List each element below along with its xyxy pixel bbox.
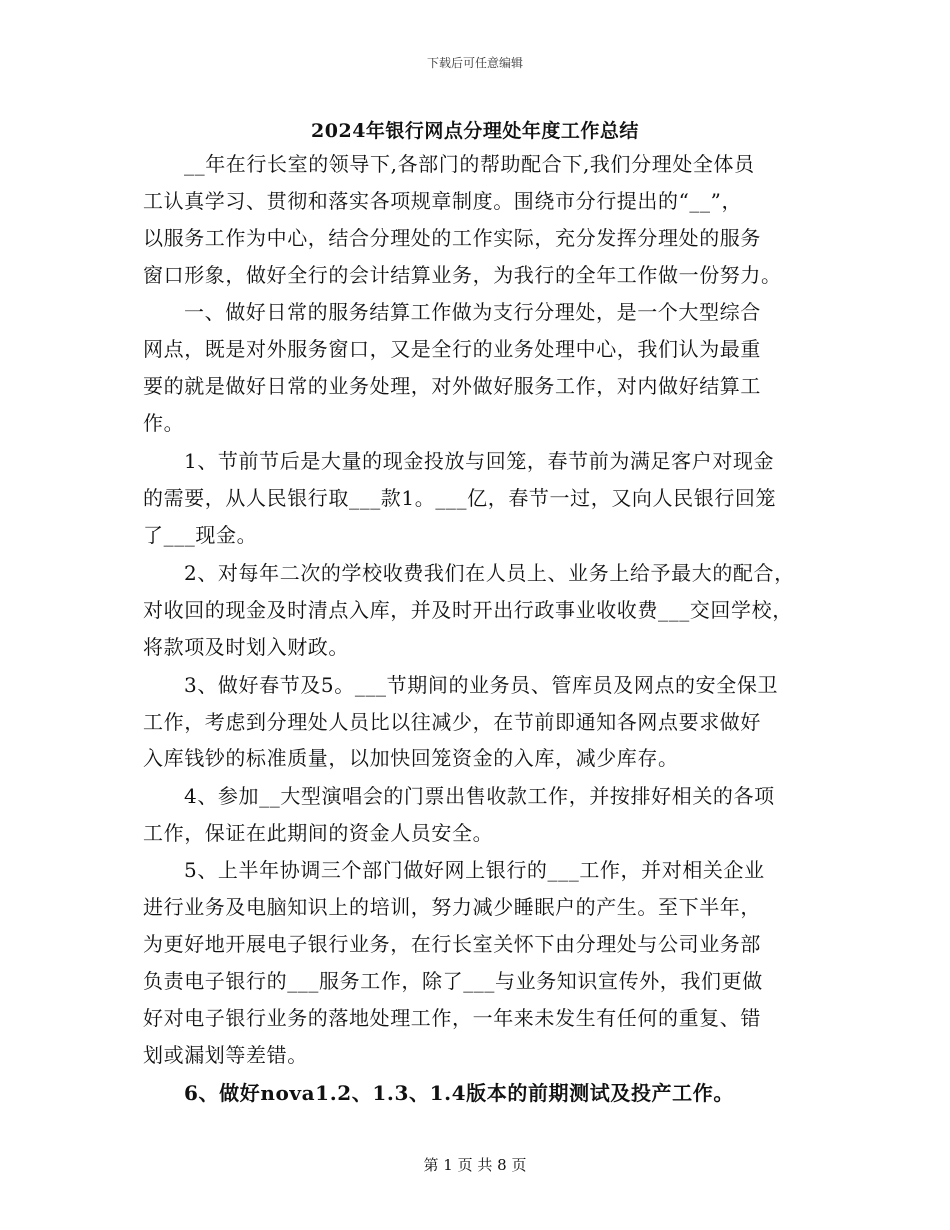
- section-heading: 6、做好nova1.2、1.3、1.4版本的前期测试及投产工作。: [184, 1081, 734, 1105]
- body-line: 窗口形象，做好全行的会计结算业务，为我行的全年工作做一份努力。: [143, 263, 782, 287]
- body-line: __年在行长室的领导下,各部门的帮助配合下,我们分理处全体员: [184, 152, 755, 176]
- body-line: 将款项及时划入财政。: [143, 635, 349, 659]
- body-line: 工作，保证在此期间的资金人员安全。: [143, 821, 494, 845]
- body-line: 2、对每年二次的学校收费我们在人员上、业务上给予最大的配合，: [184, 561, 795, 585]
- document-title: 2024年银行网点分理处年度工作总结: [311, 120, 639, 142]
- body-line: 网点，既是对外服务窗口，又是全行的业务处理中心，我们认为最重: [143, 337, 761, 361]
- body-line: 要的就是做好日常的业务处理，对外做好服务工作，对内做好结算工: [143, 374, 761, 398]
- header-note: 下载后可任意编辑: [426, 56, 523, 70]
- body-line: 负责电子银行的___服务工作，除了___与业务知识宣传外，我们更做: [143, 969, 763, 993]
- body-line: 一、做好日常的服务结算工作做为支行分理处，是一个大型综合: [184, 300, 761, 324]
- body-line: 工认真学习、贯彻和落实各项规章制度。围绕市分行提出的“__”，: [143, 189, 743, 213]
- page-footer: 第 1 页 共 8 页: [423, 1156, 527, 1174]
- body-line: 对收回的现金及时清点入库，并及时开出行政事业收收费___交回学校，: [143, 598, 793, 622]
- body-line: 为更好地开展电子银行业务，在行长室关怀下由分理处与公司业务部: [143, 932, 761, 956]
- body-line: 工作，考虑到分理处人员比以往减少，在节前即通知各网点要求做好: [143, 710, 761, 734]
- body-line: 1、节前节后是大量的现金投放与回笼，春节前为满足客户对现金: [184, 449, 775, 473]
- body-line: 作。: [143, 411, 185, 435]
- body-line: 5、上半年协调三个部门做好网上银行的___工作，并对相关企业: [184, 858, 765, 882]
- body-line: 好对电子银行业务的落地处理工作，一年来未发生有任何的重复、错: [143, 1006, 761, 1030]
- body-line: 划或漏划等差错。: [143, 1043, 308, 1067]
- body-line: 了___现金。: [143, 523, 258, 547]
- body-line: 进行业务及电脑知识上的培训，努力减少睡眠户的产生。至下半年，: [143, 895, 761, 919]
- body-line: 的需要，从人民银行取___款1。___亿，春节一过，又向人民银行回笼: [143, 486, 777, 510]
- body-line: 3、做好春节及5。___节期间的业务员、管库员及网点的安全保卫: [184, 673, 779, 697]
- body-line: 入库钱钞的标准质量，以加快回笼资金的入库，减少库存。: [143, 746, 679, 770]
- body-line: 以服务工作为中心，结合分理处的工作实际，充分发挥分理处的服务: [143, 226, 761, 250]
- body-line: 4、参加__大型演唱会的门票出售收款工作，并按排好相关的各项: [184, 784, 775, 808]
